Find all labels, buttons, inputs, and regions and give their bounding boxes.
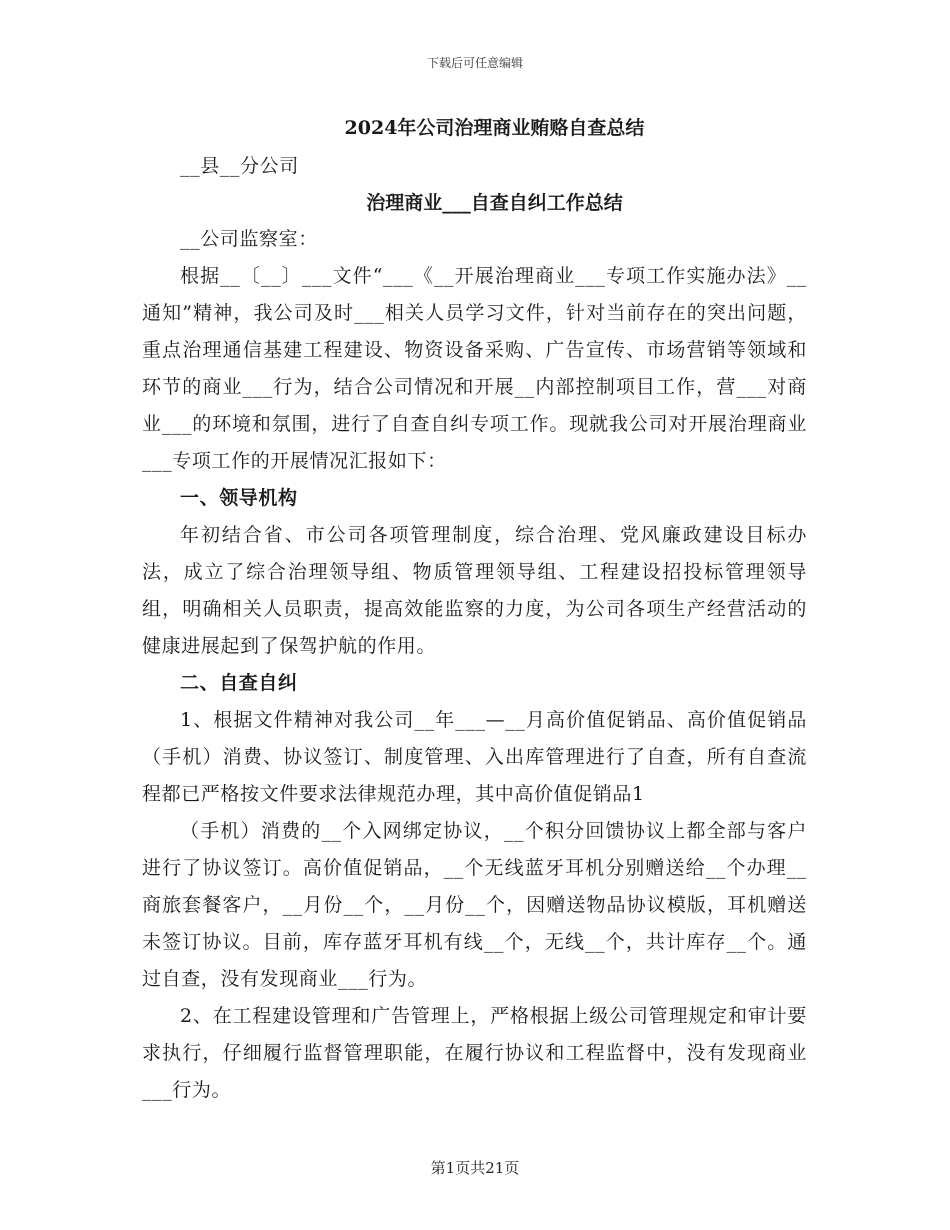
page-footer: 第1页共21页 [430,1159,520,1177]
section-heading-self-inspection: 二、自查自纠 [180,672,298,694]
self-inspection-item-1b: （手机）消费的__个入网绑定协议，__个积分回馈协议上都全部与客户进行了协议签订。高价值促销品，__个无线蓝牙耳机分别赠送给__个办理__商旅套餐客户，__月份__个，__月份__个，因赠送物品协议模版，耳机赠送未签订协议。目前，库存蓝牙耳机有线__个，无线__个，共计库存__个。通过自查，没有发现商业___行为。 [142,820,807,990]
intro-paragraph: 根据__〔__〕___文件“___《__开展治理商业___专项工作实施办法》__通知”精神，我公司及时___相关人员学习文件，针对当前存在的突出问题，重点治理通信基建工程建设、物资设备采购、广告宣传、市场营销等领域和环节的商业___行为，结合公司情况和开展__内部控制项目工作，营___对商业___的环境和氛围，进行了自查自纠专项工作。现就我公司对开展治理商业___专项工作的开展情况汇报如下： [142,265,807,472]
salutation: __公司监察室： [180,228,318,250]
self-inspection-item-1a: 1、根据文件精神对我公司__年___—__月高价值促销品、高价值促销品（手机）消费、协议签订、制度管理、入出库管理进行了自查，所有自查流程都已严格按文件要求法律规范办理，其中高价值促销品1 [142,709,807,805]
document-subtitle: 治理商业___自查自纠工作总结 [366,192,623,214]
recipient-line: __县__分公司 [180,155,299,177]
document-title: 2024年公司治理商业贿赂自查总结 [344,117,645,139]
self-inspection-item-2: 2、在工程建设管理和广告管理上，严格根据上级公司管理规定和审计要求执行，仔细履行监督管理职能，在履行协议和工程监督中，没有发现商业___行为。 [142,1005,807,1101]
section-heading-leadership: 一、领导机构 [180,487,298,509]
section-paragraph-leadership: 年初结合省、市公司各项管理制度，综合治理、党风廉政建设目标办法，成立了综合治理领导组、物质管理领导组、工程建设招投标管理领导组，明确相关人员职责，提高效能监察的力度，为公司各项生产经营活动的健康进展起到了保驾护航的作用。 [142,524,807,657]
document-body [142,110,807,1109]
header-note: 下载后可任意编辑 [426,56,523,70]
